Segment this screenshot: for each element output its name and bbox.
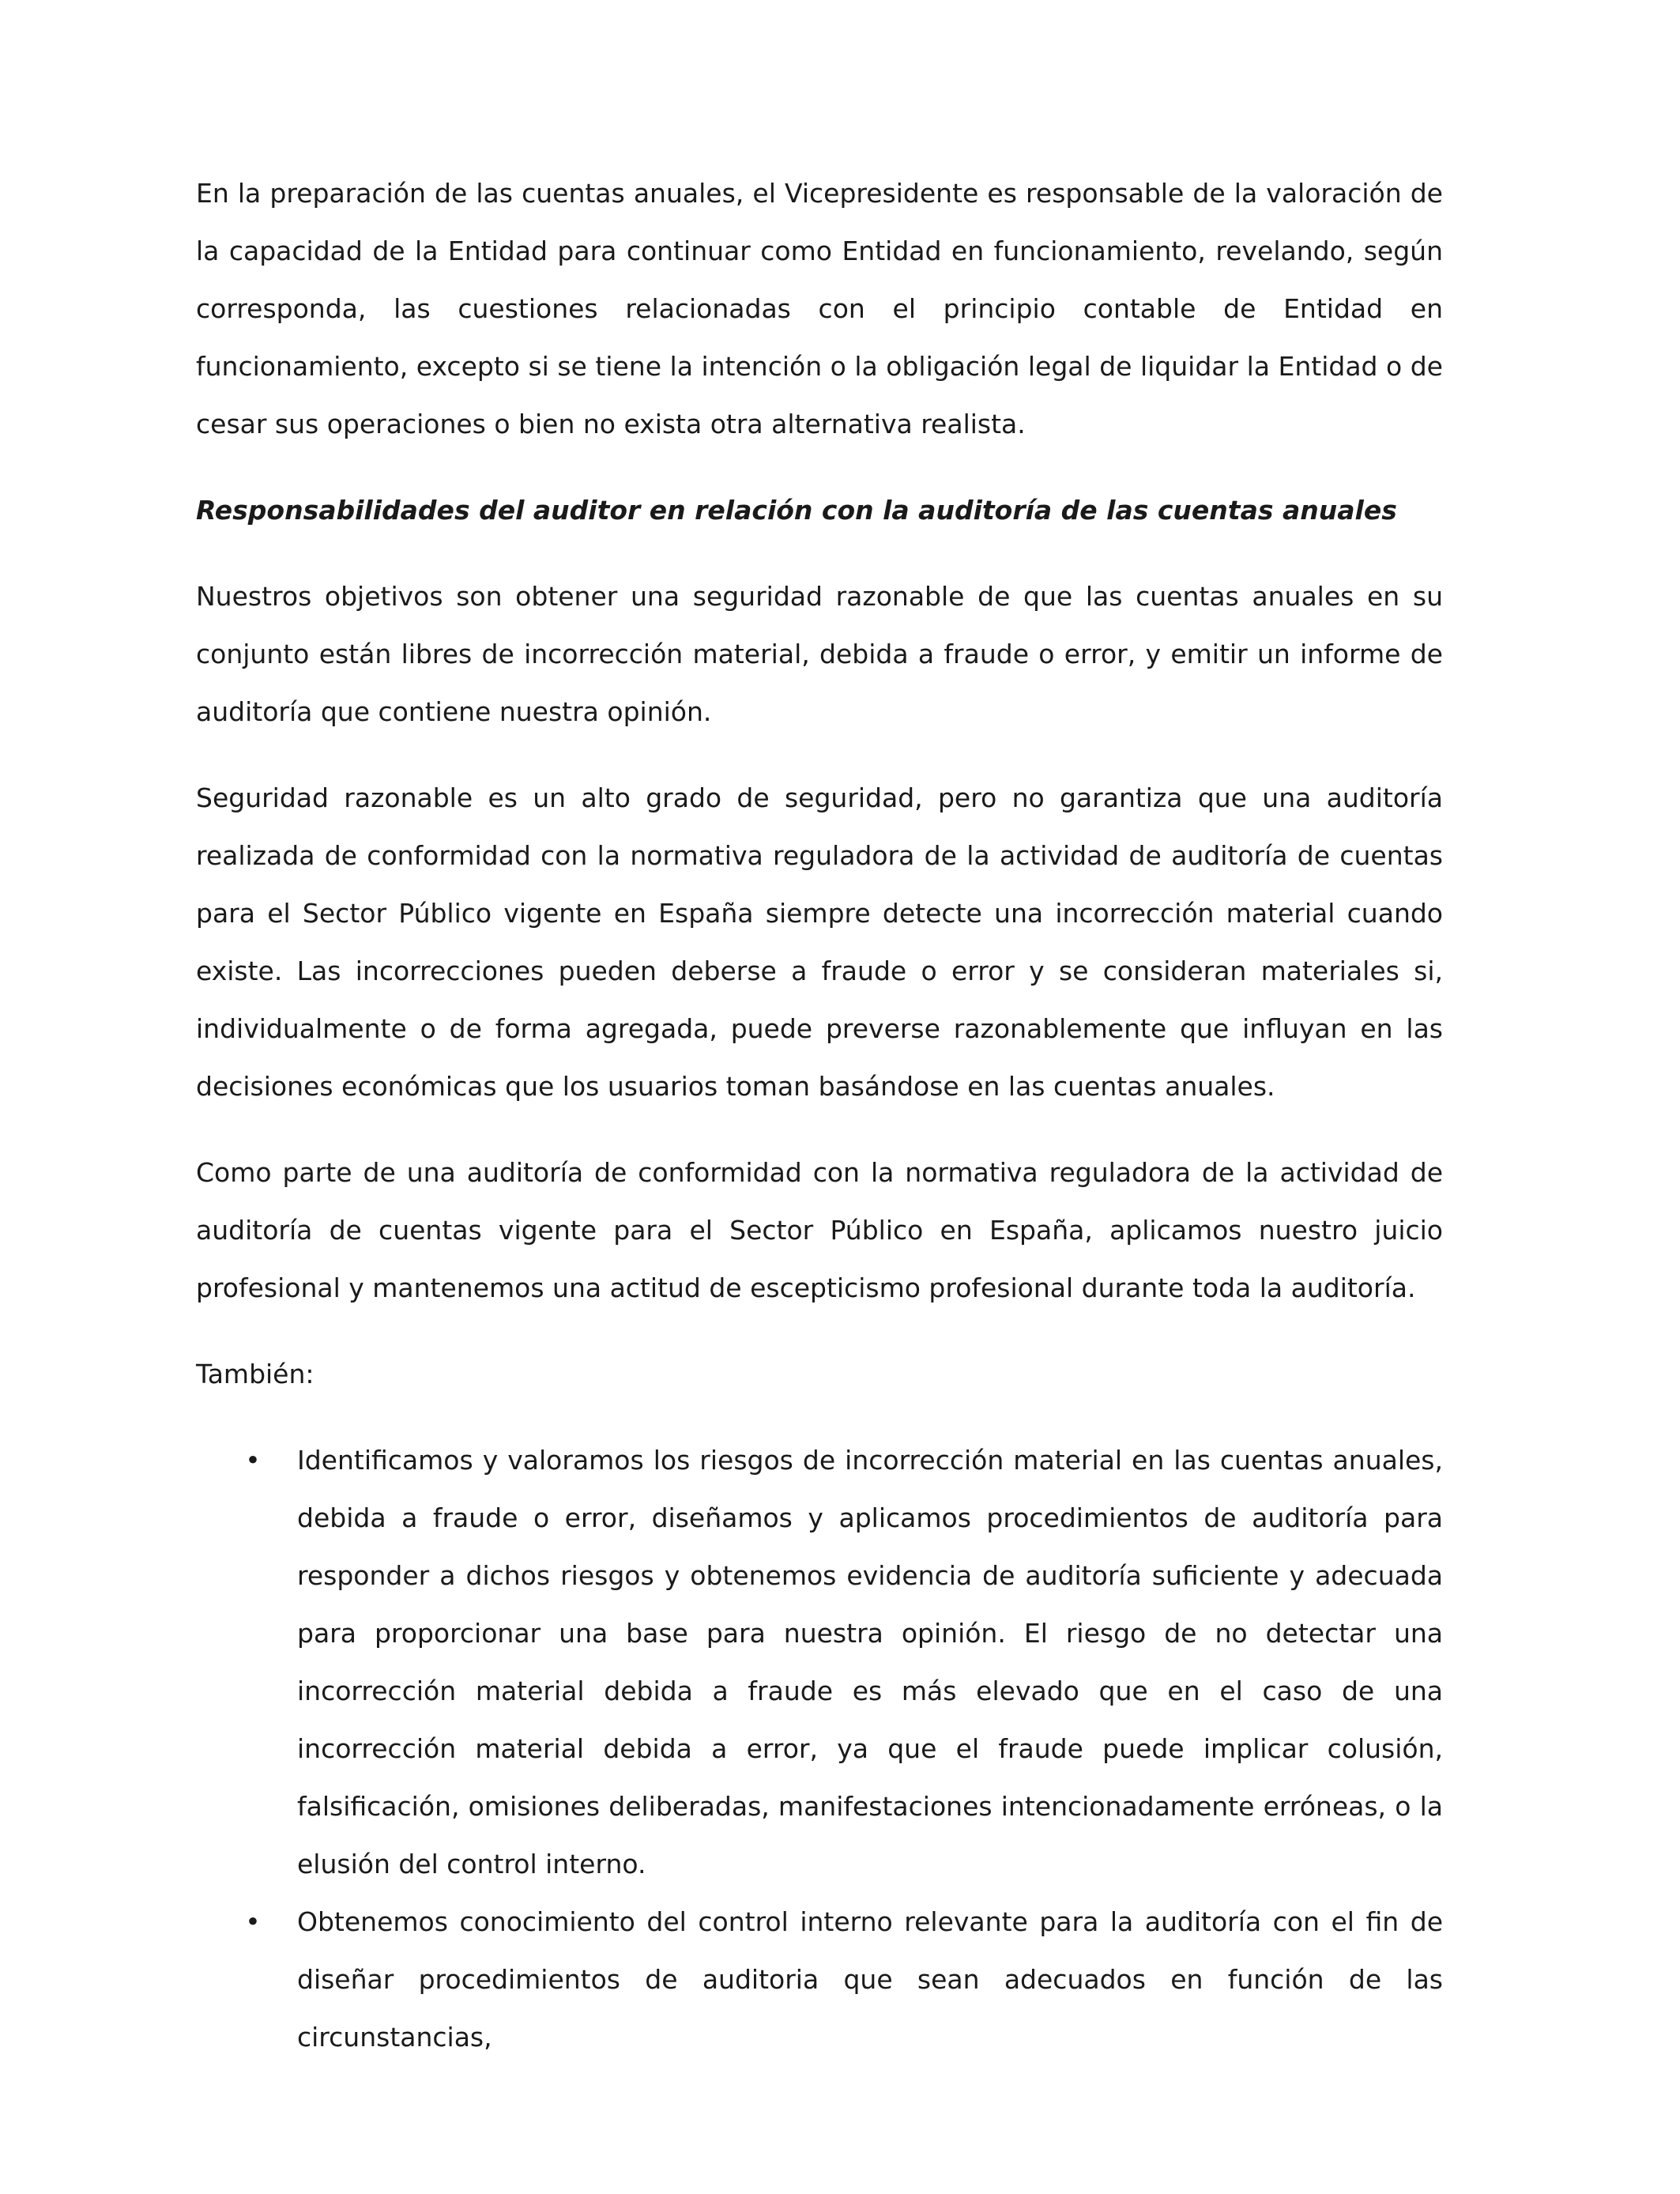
paragraph-going-concern: En la preparación de las cuentas anuales, el Vicepresidente es responsable de la valoración de la capacidad de la Entidad para continuar como Entidad en funcionamiento, revelando, según corresponda, las cuestiones relacionadas con el principio contable de Entidad en funcionamiento, excepto si se tiene la intención o la obligación legal de liquidar la Entidad o de cesar sus operaciones o bien no exista otra alternativa realista. bbox=[196, 178, 1443, 439]
list-item-text: Obtenemos conocimiento del control interno relevante para la auditoría con el fin de diseñar procedimientos de auditoria que sean adecuados en función de las circunstancias, bbox=[297, 1906, 1443, 2053]
list-item bbox=[196, 1431, 1443, 1893]
section-heading-auditor-responsibilities: Responsabilidades del auditor en relación con la auditoría de las cuentas anuales bbox=[196, 495, 1397, 526]
bullet-icon: • bbox=[245, 1445, 261, 1476]
bullet-icon: • bbox=[245, 1906, 261, 1937]
list-item bbox=[196, 1893, 1443, 2066]
list-item-text: Identificamos y valoramos los riesgos de incorrección material en las cuentas anuales, debida a fraude o error, diseñamos y aplicamos procedimientos de auditoría para responder a dichos riesgos y obtenemos evidencia de auditoría suficiente y adecuada para proporcionar una base para nuestra opinión. El riesgo de no detectar una incorrección material debida a fraude es más elevado que en el caso de una incorrección material debida a error, ya que el fraude puede implicar colusión, falsificación, omisiones deliberadas, manifestaciones intencionadamente erróneas, o la elusión del control interno. bbox=[297, 1445, 1443, 1879]
paragraph-reasonable-assurance: Seguridad razonable es un alto grado de seguridad, pero no garantiza que una auditoría realizada de conformidad con la normativa reguladora de la actividad de auditoría de cuentas para el Sector Público vigente en España siempre detecte una incorrección material cuando existe. Las incorrecciones pueden deberse a fraude o error y se consideran materiales si, individualmente o de forma agregada, puede preverse razonablemente que influyan en las decisiones económicas que los usuarios toman basándose en las cuentas anuales. bbox=[196, 782, 1443, 1102]
paragraph-objectives: Nuestros objetivos son obtener una seguridad razonable de que las cuentas anuales en su conjunto están libres de incorrección material, debida a fraude o error, y emitir un informe de auditoría que contiene nuestra opinión. bbox=[196, 581, 1443, 727]
document-body bbox=[196, 164, 1443, 2066]
bullet-list bbox=[196, 1431, 1443, 2066]
paragraph-also: También: bbox=[196, 1359, 315, 1389]
paragraph-professional-judgment: Como parte de una auditoría de conformidad con la normativa reguladora de la actividad de auditoría de cuentas vigente para el Sector Público en España, aplicamos nuestro juicio profesional y mantenemos una actitud de escepticismo profesional durante toda la auditoría. bbox=[196, 1157, 1443, 1303]
